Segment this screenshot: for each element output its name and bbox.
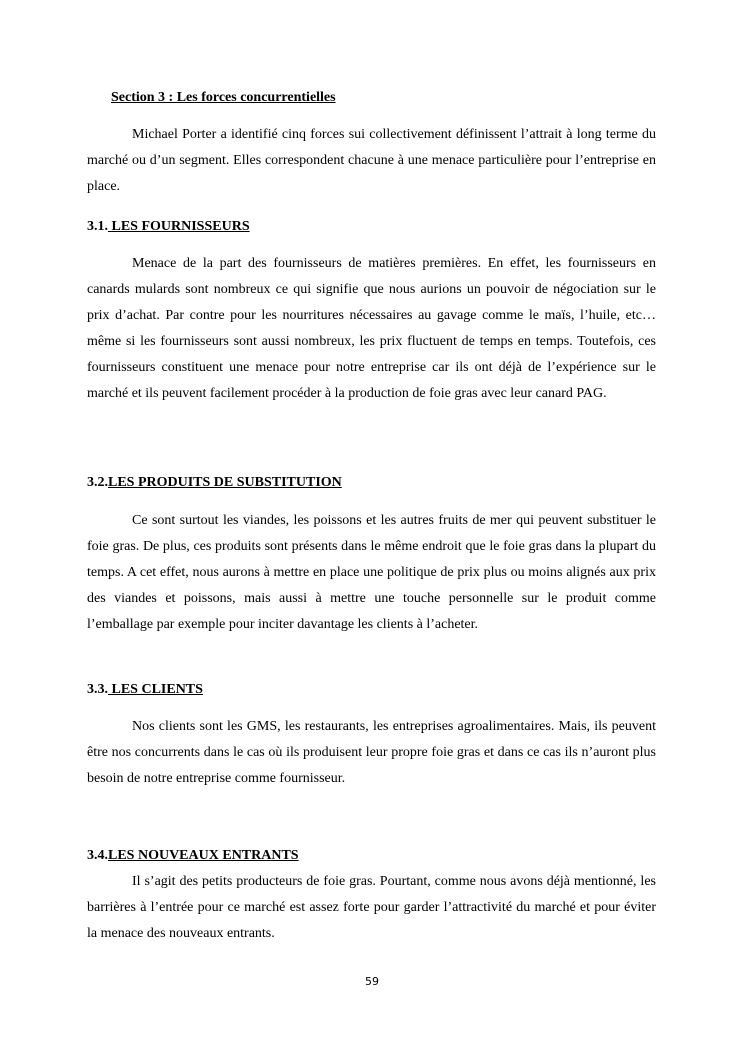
subsection-title: LES CLIENTS xyxy=(108,682,203,697)
subsection-title: LES PRODUITS DE SUBSTITUTION xyxy=(108,475,342,490)
subsection-heading-nouveaux-entrants xyxy=(87,847,299,865)
intro-paragraph: Michael Porter a identifié cinq forces sui collectivement définissent l’attrait à long terme du marché ou d’un segment. Elles correspondent chacune à une menace particulière pour l’entreprise en place. xyxy=(87,127,656,194)
subsection-body-clients: Nos clients sont les GMS, les restaurants, les entreprises agroalimentaires. Mais, ils peuvent être nos concurrents dans le cas où ils produisent leur propre foie gras et dans ce cas ils n’auront plus besoin de notre entreprise comme fournisseur. xyxy=(87,719,656,786)
section-title-text: Section 3 : Les forces concurrentielles xyxy=(111,90,336,105)
section-title xyxy=(111,89,336,107)
subsection-body-fournisseurs: Menace de la part des fournisseurs de matières premières. En effet, les fournisseurs en canards mulards sont nombreux ce qui signifie que nous aurions un pouvoir de négociation sur le prix d’achat. Par contre pour les nourritures nécessaires au gavage comme le maïs, l’huile, etc… même si les fournisseurs sont aussi nombreux, les prix fluctuent de temps en temps. Toutefois, ces fournisseurs constituent une menace pour notre entreprise car ils ont déjà de l’expérience sur le marché et ils peuvent facilement procéder à la production de foie gras avec leur canard PAG. xyxy=(87,256,656,401)
subsection-number: 3.1. xyxy=(87,219,108,234)
subsection-heading-substitution xyxy=(87,474,342,492)
subsection-title: LES NOUVEAUX ENTRANTS xyxy=(108,848,299,863)
subsection-heading-clients xyxy=(87,681,203,699)
subsection-title: LES FOURNISSEURS xyxy=(108,219,250,234)
subsection-body-substitution: Ce sont surtout les viandes, les poissons et les autres fruits de mer qui peuvent substituer le foie gras. De plus, ces produits sont présents dans le même endroit que le foie gras dans la plupart du temps. A cet effet, nous aurons à mettre en place une politique de prix plus ou moins alignés aux prix des viandes et poissons, mais aussi à mettre une touche personnelle sur le produit comme l’emballage par exemple pour inciter davantage les clients à l’acheter. xyxy=(87,513,656,632)
subsection-number: 3.3. xyxy=(87,682,108,697)
page-number: 59 xyxy=(365,975,379,988)
subsection-heading-fournisseurs xyxy=(87,218,250,236)
subsection-number: 3.4. xyxy=(87,848,108,863)
subsection-body-nouveaux-entrants: Il s’agit des petits producteurs de foie gras. Pourtant, comme nous avons déjà mentionné, les barrières à l’entrée pour ce marché est assez forte pour garder l’attractivité du marché et pour éviter la menace des nouveaux entrants. xyxy=(87,874,656,941)
subsection-number: 3.2. xyxy=(87,475,108,490)
